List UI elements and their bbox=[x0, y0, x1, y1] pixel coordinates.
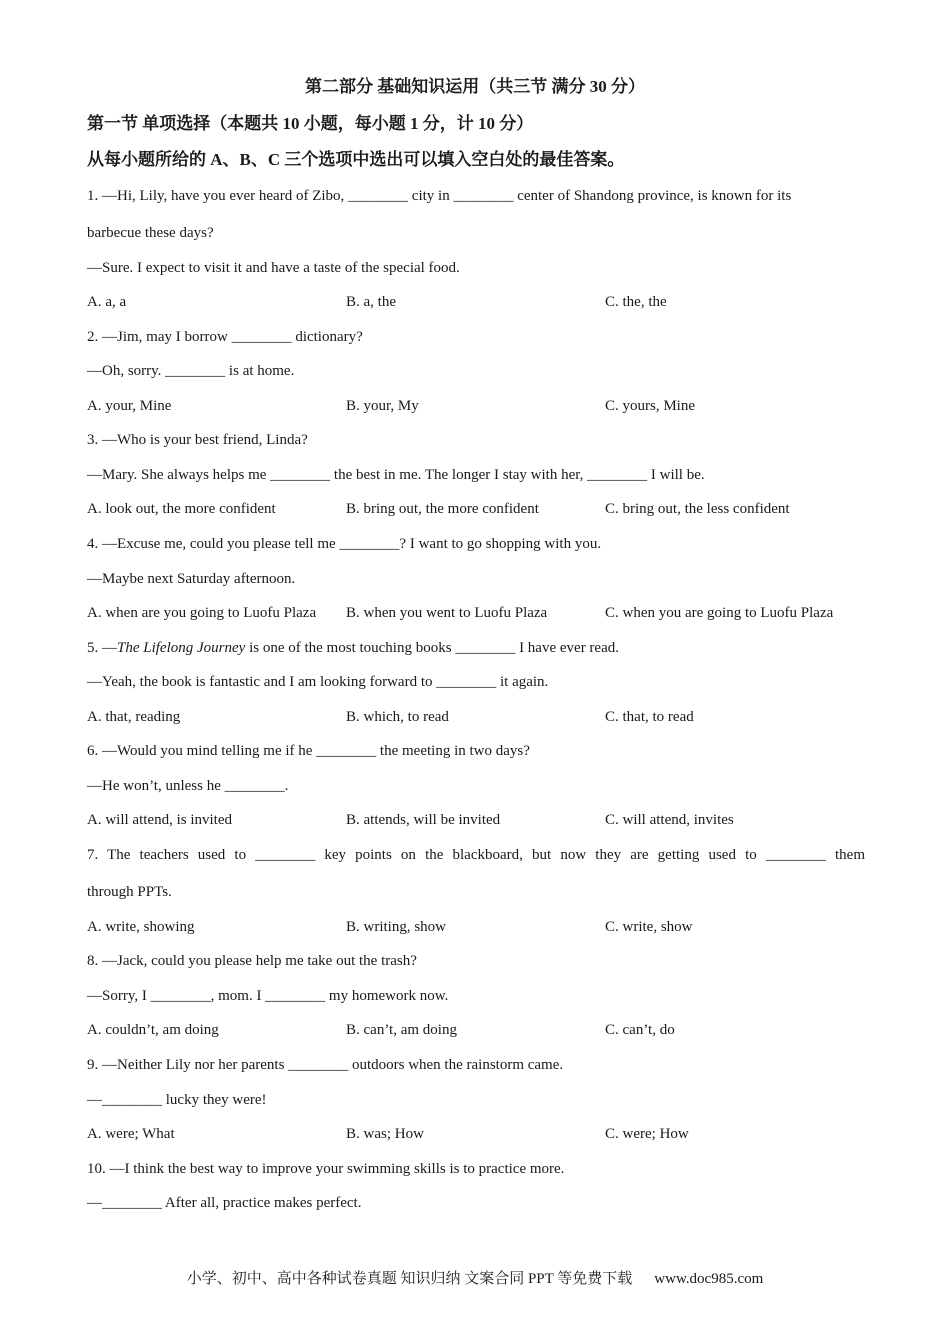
question-1-line-1: 1. —Hi, Lily, have you ever heard of Zibo, ________ city in ________ center of Shandong province, is known for its bbox=[87, 188, 792, 204]
question-9-line-1: 9. —Neither Lily nor her parents ________ outdoors when the rainstorm came. bbox=[87, 1057, 564, 1073]
question-5-option-c: C. that, to read bbox=[605, 709, 694, 725]
question-7-line-2: through PPTs. bbox=[87, 884, 172, 900]
question-5-prefix: 5. — bbox=[87, 640, 117, 656]
question-6-line-2: —He won’t, unless he ________. bbox=[87, 778, 289, 794]
question-2-option-c: C. yours, Mine bbox=[605, 398, 695, 414]
question-4-option-b: B. when you went to Luofu Plaza bbox=[346, 605, 548, 621]
question-8-option-a: A. couldn’t, am doing bbox=[87, 1022, 219, 1038]
question-3-line-2: —Mary. She always helps me ________ the best in me. The longer I stay with her, ________ I will be. bbox=[87, 467, 705, 483]
question-7-line-1: 7. The teachers used to ________ key points on the blackboard, but now they are getting used to ________ them bbox=[87, 847, 865, 863]
footer-text: 小学、初中、高中各种试卷真题 知识归纳 文案合同 PPT 等免费下载 bbox=[186, 1271, 633, 1287]
question-3-option-a: A. look out, the more confident bbox=[87, 501, 276, 517]
question-8-line-1: 8. —Jack, could you please help me take out the trash? bbox=[87, 953, 417, 969]
question-10-line-1: 10. —I think the best way to improve your swimming skills is to practice more. bbox=[87, 1161, 565, 1177]
part-title: 第二部分 基础知识运用（共三节 满分 30 分） bbox=[305, 77, 645, 96]
question-9-option-c: C. were; How bbox=[605, 1126, 689, 1142]
question-6-option-b: B. attends, will be invited bbox=[346, 812, 501, 828]
question-3-option-b: B. bring out, the more confident bbox=[346, 501, 539, 517]
instruction: 从每小题所给的 A、B、C 三个选项中选出可以填入空白处的最佳答案。 bbox=[87, 150, 625, 169]
question-1-line-3: —Sure. I expect to visit it and have a taste of the special food. bbox=[87, 260, 460, 276]
question-4-line-1: 4. —Excuse me, could you please tell me ________? I want to go shopping with you. bbox=[87, 536, 602, 552]
question-2-line-2: —Oh, sorry. ________ is at home. bbox=[87, 363, 295, 379]
question-8-option-c: C. can’t, do bbox=[605, 1022, 675, 1038]
question-1-option-c: C. the, the bbox=[605, 294, 667, 310]
question-5-line-1 bbox=[87, 637, 619, 659]
question-4-line-2: —Maybe next Saturday afternoon. bbox=[87, 571, 296, 587]
question-1-option-a: A. a, a bbox=[87, 294, 127, 310]
question-9-option-b: B. was; How bbox=[346, 1126, 424, 1142]
question-6-line-1: 6. —Would you mind telling me if he ________ the meeting in two days? bbox=[87, 743, 530, 759]
question-4-option-a: A. when are you going to Luofu Plaza bbox=[87, 605, 317, 621]
question-10-line-2: —________ After all, practice makes perfect. bbox=[87, 1195, 362, 1211]
question-9-line-2: —________ lucky they were! bbox=[87, 1092, 267, 1108]
page-footer bbox=[0, 1268, 950, 1290]
question-5-option-b: B. which, to read bbox=[346, 709, 449, 725]
question-5-option-a: A. that, reading bbox=[87, 709, 181, 725]
question-1-line-2: barbecue these days? bbox=[87, 225, 214, 241]
question-6-option-a: A. will attend, is invited bbox=[87, 812, 232, 828]
question-5-line-2: —Yeah, the book is fantastic and I am looking forward to ________ it again. bbox=[87, 674, 549, 690]
question-4-option-c: C. when you are going to Luofu Plaza bbox=[605, 605, 834, 621]
question-8-option-b: B. can’t, am doing bbox=[346, 1022, 457, 1038]
book-title: The Lifelong Journey bbox=[117, 640, 246, 656]
question-7-option-a: A. write, showing bbox=[87, 919, 195, 935]
question-2-option-b: B. your, My bbox=[346, 398, 419, 414]
question-3-option-c: C. bring out, the less confident bbox=[605, 501, 790, 517]
question-6-option-c: C. will attend, invites bbox=[605, 812, 734, 828]
question-7-option-c: C. write, show bbox=[605, 919, 693, 935]
section-title: 第一节 单项选择（本题共 10 小题，每小题 1 分，计 10 分） bbox=[87, 114, 534, 133]
question-3-line-1: 3. —Who is your best friend, Linda? bbox=[87, 432, 308, 448]
question-5-suffix: is one of the most touching books ________ I have ever read. bbox=[245, 640, 619, 656]
question-2-line-1: 2. —Jim, may I borrow ________ dictionary? bbox=[87, 329, 363, 345]
question-8-line-2: —Sorry, I ________, mom. I ________ my homework now. bbox=[87, 988, 449, 1004]
footer-url[interactable]: www.doc985.com bbox=[654, 1271, 764, 1287]
question-2-option-a: A. your, Mine bbox=[87, 398, 172, 414]
question-7-option-b: B. writing, show bbox=[346, 919, 447, 935]
question-9-option-a: A. were; What bbox=[87, 1126, 175, 1142]
question-1-option-b: B. a, the bbox=[346, 294, 396, 310]
